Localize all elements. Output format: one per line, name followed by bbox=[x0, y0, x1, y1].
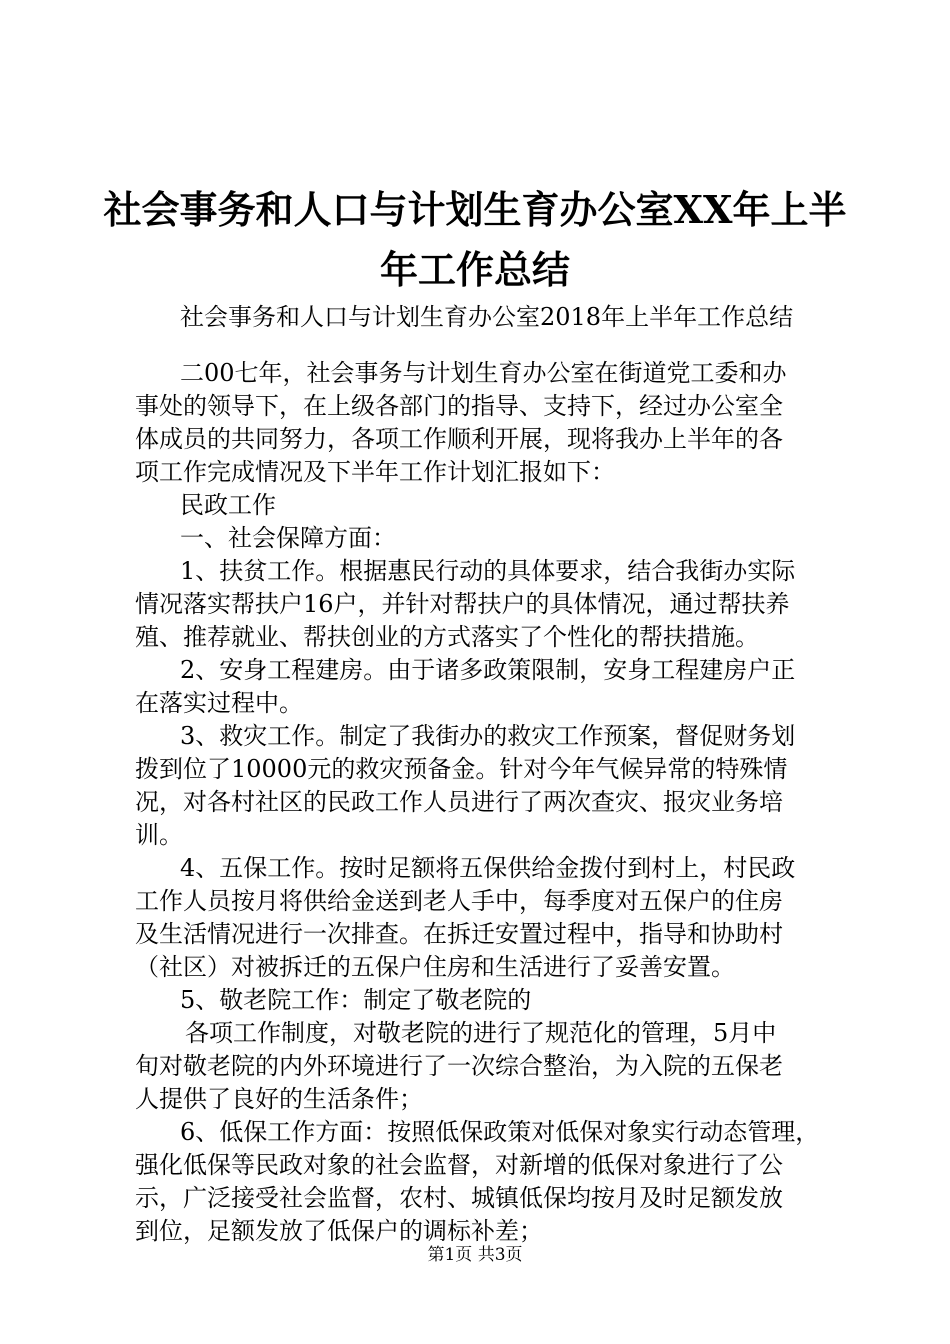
paragraph-line: 训。 bbox=[135, 821, 183, 849]
paragraph-line: 二00七年，社会事务与计划生育办公室在街道党工委和办 bbox=[180, 359, 787, 387]
paragraph-line: 项工作完成情况及下半年工作计划汇报如下： bbox=[135, 458, 615, 486]
paragraph-line: 体成员的共同努力，各项工作顺利开展，现将我办上半年的各 bbox=[135, 425, 783, 453]
paragraph-line: 事处的领导下，在上级各部门的指导、支持下，经过办公室全 bbox=[135, 392, 783, 420]
paragraph-line: 3、救灾工作。制定了我街办的救灾工作预案，督促财务划 bbox=[180, 722, 796, 750]
paragraph-line: 情况落实帮扶户16户，并针对帮扶户的具体情况，通过帮扶养 bbox=[135, 590, 790, 618]
paragraph-line: 各项工作制度，对敬老院的进行了规范化的管理，5月中 bbox=[185, 1019, 777, 1047]
paragraph-line: 4、五保工作。按时足额将五保供给金拨付到村上，村民政 bbox=[180, 854, 796, 882]
paragraph-line: 工作人员按月将供给金送到老人手中，每季度对五保户的住房 bbox=[135, 887, 783, 915]
subsection-heading: 一、社会保障方面： bbox=[180, 524, 396, 552]
paragraph-line: 示，广泛接受社会监督，农村、城镇低保均按月及时足额发放 bbox=[135, 1184, 783, 1212]
paragraph-line: 6、低保工作方面：按照低保政策对低保对象实行动态管理， bbox=[180, 1118, 820, 1146]
paragraph-line: 5、敬老院工作：制定了敬老院的 bbox=[180, 986, 532, 1014]
page-footer: 第1页 共3页 bbox=[427, 1245, 523, 1265]
paragraph-line: （社区）对被拆迁的五保户住房和生活进行了妥善安置。 bbox=[135, 953, 735, 981]
document-subtitle: 社会事务和人口与计划生育办公室2018年上半年工作总结 bbox=[180, 303, 794, 331]
paragraph-line: 人提供了良好的生活条件； bbox=[135, 1085, 423, 1113]
paragraph-line: 殖、推荐就业、帮扶创业的方式落实了个性化的帮扶措施。 bbox=[135, 623, 759, 651]
section-heading: 民政工作 bbox=[180, 491, 276, 519]
paragraph-line: 旬对敬老院的内外环境进行了一次综合整治，为入院的五保老 bbox=[135, 1052, 783, 1080]
paragraph-line: 拨到位了10000元的救灾预备金。针对今年气候异常的特殊情 bbox=[135, 755, 788, 783]
paragraph-line: 强化低保等民政对象的社会监督，对新增的低保对象进行了公 bbox=[135, 1151, 783, 1179]
document-title-line-1: 社会事务和人口与计划生育办公室XX年上半 bbox=[103, 187, 847, 232]
paragraph-line: 及生活情况进行一次排查。在拆迁安置过程中，指导和协助村 bbox=[135, 920, 783, 948]
paragraph-line: 况，对各村社区的民政工作人员进行了两次查灾、报灾业务培 bbox=[135, 788, 783, 816]
document-title-line-2: 年工作总结 bbox=[379, 247, 570, 292]
paragraph-line: 在落实过程中。 bbox=[135, 689, 303, 717]
paragraph-line: 到位，足额发放了低保户的调标补差； bbox=[135, 1217, 543, 1245]
paragraph-line: 1、扶贫工作。根据惠民行动的具体要求，结合我街办实际 bbox=[180, 557, 796, 585]
paragraph-line: 2、安身工程建房。由于诸多政策限制，安身工程建房户正 bbox=[180, 656, 796, 684]
